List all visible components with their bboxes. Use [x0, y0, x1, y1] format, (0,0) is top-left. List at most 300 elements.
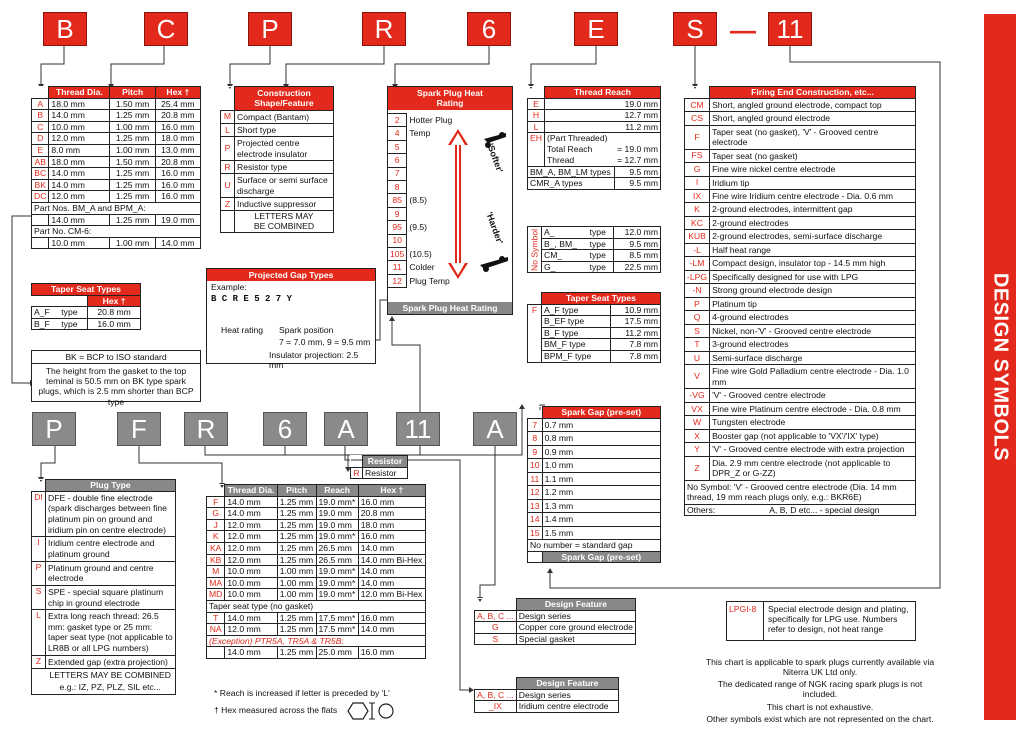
table-cell — [32, 295, 88, 307]
table-cell: U — [685, 351, 710, 364]
table-cell: 10 — [388, 234, 407, 247]
table-row — [32, 480, 176, 492]
code-letter-P-2: P — [32, 412, 76, 446]
table-cell: 1.50 mm — [110, 156, 155, 168]
table-cell — [614, 133, 660, 144]
table-cell: 16.0 mm — [358, 647, 425, 659]
table-row — [207, 577, 426, 589]
table-row — [685, 351, 916, 364]
table-row — [685, 416, 916, 429]
bk-note-text: The height from the gasket to the top teminal is 50.5 mm on BK type spark plugs, which is 2.5 mm shorter than BCP type — [38, 366, 194, 407]
table-cell — [528, 551, 543, 563]
plug-type-table — [31, 479, 176, 695]
table-row — [475, 610, 636, 622]
table-cell: 1.25 mm — [277, 542, 316, 554]
table-cell: Hotter Plug — [407, 114, 457, 127]
table-cell — [32, 480, 46, 492]
code-letter-R-2: R — [184, 412, 228, 446]
code-heat-6: 6 — [467, 12, 511, 46]
table-row — [528, 350, 661, 362]
table-row — [528, 459, 661, 473]
table-row — [528, 551, 661, 563]
code-letter-S: S — [673, 12, 717, 46]
code-letter-A-3: A — [473, 412, 517, 446]
table-row — [32, 561, 176, 585]
table-cell: Taper seat (no gasket), 'V' - Grooved centre electrode — [710, 125, 916, 149]
table-cell: 14.0 mm — [225, 496, 277, 508]
table-row — [685, 284, 916, 297]
table-row — [528, 540, 661, 552]
table-cell: Tungsten electrode — [710, 416, 916, 429]
table-cell: LETTERS MAY BE COMBINED — [235, 211, 334, 233]
no-symbol-table — [527, 226, 661, 273]
table-header-cell: Resistor — [363, 456, 408, 468]
table-cell: (8.5) — [407, 194, 457, 207]
bk-note — [31, 350, 201, 407]
table-cell: 105 — [388, 247, 407, 260]
table-cell: M — [221, 110, 235, 123]
table-cell: 14.0 mm — [358, 577, 425, 589]
table-cell: 14.0 mm — [49, 214, 110, 226]
table-cell — [221, 87, 235, 111]
table-row — [685, 216, 916, 229]
table-cell: Temp — [407, 127, 457, 140]
table-cell: 16.0 mm — [88, 318, 141, 330]
table-cell: Iridium tip — [710, 176, 916, 189]
table-cell: 2-ground electrodes, intermittent gap — [710, 203, 916, 216]
table-cell: Copper core ground electrode — [516, 622, 635, 634]
table-row — [685, 98, 916, 111]
table-row — [528, 178, 661, 190]
table-cell: Nickel, non-'V' - Grooved centre electrode — [710, 324, 916, 337]
code-letter-R: R — [362, 12, 406, 46]
table-cell: Resistor — [363, 467, 408, 479]
table-cell: 17.5 mm — [610, 316, 660, 328]
table-cell: 16.0 mm — [155, 168, 200, 180]
table-row — [32, 307, 141, 319]
table-cell: 'V' - Grooved centre electrode — [710, 389, 916, 402]
table-row — [475, 689, 619, 701]
table-cell: type — [59, 307, 87, 319]
table-row — [475, 633, 636, 645]
table-row — [32, 669, 176, 694]
table-cell: Plug Temp — [407, 274, 457, 287]
table-row — [528, 293, 661, 305]
table-cell: 14.0 mm — [358, 566, 425, 578]
table-cell: G — [685, 163, 710, 176]
table-row — [32, 191, 201, 203]
table-cell — [528, 407, 543, 419]
table-cell: 85 — [388, 194, 407, 207]
table-row — [221, 160, 334, 173]
table-row — [528, 133, 661, 144]
table-row — [32, 87, 201, 99]
table-row — [221, 110, 334, 123]
table-row — [685, 243, 916, 256]
table-row — [32, 168, 201, 180]
table-cell: Fine wire Iridium centre electrode - Dia. 0.6 mm — [710, 189, 916, 202]
table-cell: 8 — [528, 432, 543, 446]
table-row — [207, 635, 426, 647]
table-cell: 1.5 mm — [542, 526, 660, 540]
table-cell: G — [475, 622, 517, 634]
table-row — [32, 226, 201, 238]
table-row — [221, 174, 334, 198]
table-cell: KC — [685, 216, 710, 229]
table-row — [685, 125, 916, 149]
table-row — [32, 318, 141, 330]
table-cell: type — [59, 318, 87, 330]
table-row — [32, 133, 201, 145]
table-cell: 10.9 mm — [610, 304, 660, 316]
table-cell: 1.25 mm — [277, 519, 316, 531]
table-row — [685, 87, 916, 99]
table-cell — [528, 227, 542, 273]
table-cell: I — [32, 537, 46, 561]
heat-rating-label: Heat rating — [221, 325, 264, 335]
disclaimer-line: This chart is applicable to spark plugs currently available via Niterra UK Ltd only. — [705, 657, 935, 678]
table-row — [685, 365, 916, 389]
table-cell: 9.5 mm — [613, 238, 660, 250]
table-row — [207, 647, 426, 659]
table-cell: 17.5 mm* — [316, 624, 358, 636]
table-cell: 25.0 mm — [316, 647, 358, 659]
table-cell: IX — [685, 189, 710, 202]
table-cell: 13.0 mm — [155, 144, 200, 156]
table-cell: 12.0 mm — [225, 542, 277, 554]
table-row — [351, 456, 408, 468]
table-header-cell: Taper Seat Types — [32, 284, 141, 296]
table-cell: BM_A, BM_LM types — [528, 166, 615, 178]
table-row — [685, 402, 916, 415]
table-cell: FS — [685, 149, 710, 162]
table-cell: 16.0 mm — [155, 121, 200, 133]
table-cell: Z — [32, 655, 46, 669]
table-cell: (10.5) — [407, 247, 457, 260]
table-cell: 19.0 mm* — [316, 577, 358, 589]
table-cell: A, B, C ... — [475, 610, 517, 622]
table-cell: type — [588, 227, 614, 239]
table-row — [528, 121, 661, 133]
table-cell: A_F type — [542, 304, 611, 316]
no-symbol-label: No Symbol — [529, 228, 540, 271]
table-cell: 16.0 mm — [155, 191, 200, 203]
table-cell: P — [221, 137, 235, 161]
table-cell: Special gasket — [516, 633, 635, 645]
table-cell: S — [32, 585, 46, 609]
table-row — [685, 324, 916, 337]
table-row — [685, 338, 916, 351]
table-cell: B_F — [32, 318, 60, 330]
table-cell: F — [207, 496, 225, 508]
hex-measure-icon — [342, 700, 398, 722]
table-cell: 1.25 mm — [277, 496, 316, 508]
table-row — [528, 144, 661, 155]
heat-rating-footer: Spark Plug Heat Rating — [388, 302, 512, 314]
spark-position-label: Spark position — [279, 325, 334, 335]
table-row — [528, 87, 661, 99]
table-row — [685, 311, 916, 324]
table-row — [685, 112, 916, 125]
projected-gap-box — [206, 268, 376, 371]
table-cell: 1.4 mm — [542, 513, 660, 527]
table-row — [207, 600, 426, 612]
others-value: A, B, D etc... - special design — [769, 504, 880, 515]
table-cell — [528, 293, 542, 305]
disclaimer-line: Other symbols exist which are not represented on the chart. — [706, 713, 934, 724]
table-row — [32, 98, 201, 110]
table-row — [475, 599, 636, 611]
table-row — [32, 202, 201, 214]
table-cell: 6 — [388, 154, 407, 167]
table-row — [221, 123, 334, 136]
table-cell: B_, BM_ — [542, 238, 588, 250]
taper-seat-table-2 — [527, 292, 661, 363]
table-cell: 8.5 mm — [613, 250, 660, 262]
table-cell: No number = standard gap — [528, 540, 661, 552]
table-cell: KA — [207, 542, 225, 554]
table-row — [528, 238, 661, 250]
table-cell: CS — [685, 112, 710, 125]
spark-gap-table — [527, 406, 661, 563]
table-row — [528, 472, 661, 486]
table-cell: MD — [207, 589, 225, 601]
table-cell: L — [528, 121, 545, 133]
table-cell: K — [207, 531, 225, 543]
table-cell: 1.25 mm — [277, 508, 316, 520]
table-cell: 16.0 mm — [358, 496, 425, 508]
table-row — [528, 526, 661, 540]
table-cell: BK — [32, 179, 49, 191]
table-header-cell: Hex † — [155, 87, 200, 99]
table-cell: 10.0 mm — [225, 577, 277, 589]
table-cell: Thread — [544, 155, 614, 166]
table-cell: 'V' - Grooved centre electrode with extra projection — [710, 443, 916, 456]
table-cell: 25.4 mm — [155, 98, 200, 110]
table-row — [32, 144, 201, 156]
table-row — [528, 327, 661, 339]
table-cell: Semi-surface discharge — [710, 351, 916, 364]
table-cell: 13 — [528, 499, 543, 513]
table-cell: 1.25 mm — [110, 168, 155, 180]
table-cell: Y — [685, 443, 710, 456]
table-cell: Q — [685, 311, 710, 324]
table-cell: 7.8 mm — [610, 339, 660, 351]
table-cell: BM_F type — [542, 339, 611, 351]
table-row — [528, 227, 661, 239]
table-cell: 11 — [388, 261, 407, 274]
table-cell: Fine wire Platinum centre electrode - Dia. 0.8 mm — [710, 402, 916, 415]
table-cell: 5 — [388, 140, 407, 153]
table-cell: 12.0 mm Bi-Hex — [358, 589, 425, 601]
table-row — [685, 480, 916, 504]
table-cell: type — [588, 250, 614, 262]
table-row — [221, 211, 334, 233]
side-title: DESIGN SYMBOLS — [989, 272, 1012, 462]
thread-reach-table — [527, 86, 661, 190]
table-cell: type — [588, 261, 614, 273]
projected-gap-code: B C R E 5 2 7 Y — [211, 294, 293, 305]
table-row — [528, 513, 661, 527]
projected-gap-title: Projected Gap Types — [207, 269, 375, 281]
table-cell: 1.0 mm — [542, 459, 660, 473]
table-cell: DI — [32, 491, 46, 537]
table-row — [207, 508, 426, 520]
table-row — [32, 214, 201, 226]
table-cell: 22.5 mm — [613, 261, 660, 273]
table-cell: 7 — [388, 167, 407, 180]
table-cell: -VG — [685, 389, 710, 402]
table-cell: Short, angled ground electrode, compact top — [710, 98, 916, 111]
table-cell: 19.0 mm — [316, 519, 358, 531]
table-cell: L — [221, 123, 235, 136]
table-cell: 14.0 mm — [225, 612, 277, 624]
table-row — [528, 499, 661, 513]
spark-position-values: 7 = 7.0 mm, 9 = 9.5 mm — [279, 337, 371, 347]
thread-table — [31, 86, 201, 249]
table-cell: CMR_A types — [528, 178, 615, 190]
table-cell: Z — [685, 456, 710, 480]
table-cell — [475, 678, 517, 690]
table-cell: 1.50 mm — [110, 98, 155, 110]
table-row — [207, 612, 426, 624]
table-header-cell: Design Feature — [516, 599, 635, 611]
table-cell: W — [685, 416, 710, 429]
table-cell: Iridium centre electrode and platinum ground — [46, 537, 176, 561]
table-row — [207, 566, 426, 578]
table-cell: 8 — [388, 180, 407, 193]
table-cell: VX — [685, 402, 710, 415]
table-cell: NA — [207, 624, 225, 636]
table-cell: Short, angled ground electrode — [710, 112, 916, 125]
table-cell: 1.25 mm — [110, 191, 155, 203]
table-cell: EH — [528, 133, 545, 166]
table-cell: 7.8 mm — [610, 350, 660, 362]
table-cell: 2-ground electrodes, semi-surface discharge — [710, 230, 916, 243]
disclaimer-line: This chart is not exhaustive. — [766, 701, 874, 712]
table-cell: 1.25 mm — [277, 612, 316, 624]
table-cell: 14.0 mm — [358, 542, 425, 554]
table-row — [685, 163, 916, 176]
table-cell: 0.7 mm — [542, 418, 660, 432]
table-cell: 1.25 mm — [277, 531, 316, 543]
hex-note: † Hex measured across the flats — [214, 705, 338, 715]
table-cell: Extended gap (extra projection) — [46, 655, 176, 669]
table-header-cell: Hex † — [88, 295, 141, 307]
table-cell: Booster gap (not applicable to 'VX'/'IX' type) — [710, 429, 916, 442]
table-cell: 10 — [528, 459, 543, 473]
lpg-note — [726, 601, 916, 641]
table-cell: 14.0 mm — [155, 237, 200, 249]
table-cell: Total Reach — [544, 144, 614, 155]
table-cell: Short type — [235, 123, 334, 136]
harder-label: 'Harder' — [484, 210, 506, 246]
table-cell: 1.25 mm — [110, 133, 155, 145]
table-cell: 19.0 mm — [316, 508, 358, 520]
table-cell: 14.0 mm — [358, 624, 425, 636]
table-row — [32, 537, 176, 561]
table-header-cell: Thread Dia. — [49, 87, 110, 99]
table-cell: 18.0 mm — [358, 519, 425, 531]
table-cell — [32, 87, 49, 99]
table-cell: 0.8 mm — [542, 432, 660, 446]
table-row — [32, 655, 176, 669]
table-cell: MA — [207, 577, 225, 589]
table-cell: 19.0 mm* — [316, 496, 358, 508]
table-header-cell: Construction Shape/Feature — [235, 87, 334, 111]
table-cell: 20.8 mm — [155, 110, 200, 122]
table-cell: A, B, C ... — [475, 689, 517, 701]
table-cell: Specifically designed for use with LPG — [710, 270, 916, 283]
table-row — [528, 304, 661, 316]
table-cell: KB — [207, 554, 225, 566]
table-cell: 0.9 mm — [542, 445, 660, 459]
disclaimer-line: The dedicated range of NGK racing spark plugs is not included. — [717, 679, 923, 700]
table-cell: 1.1 mm — [542, 472, 660, 486]
code-gap-11: 11 — [768, 12, 812, 46]
table-cell: 1.3 mm — [542, 499, 660, 513]
table-cell: M — [207, 566, 225, 578]
table-row — [351, 467, 408, 479]
table-cell: 12.0 mm — [49, 191, 110, 203]
table-row — [528, 339, 661, 351]
table-cell: 11 — [528, 472, 543, 486]
table-header-cell: Thread Reach — [544, 87, 660, 99]
table-cell: (Exception) PTR5A, TR5A & TR5B: — [207, 635, 426, 647]
table-cell: A_F — [32, 307, 60, 319]
table-cell: SPE - special square platinum chip in ground electrode — [46, 585, 176, 609]
table-row — [32, 610, 176, 656]
table-cell: Taper seat type (no gasket) — [207, 600, 426, 612]
table-cell: 9 — [388, 207, 407, 220]
table-cell: B — [32, 110, 49, 122]
table-cell: 12.0 mm — [225, 519, 277, 531]
table-cell: 18.0 mm — [49, 98, 110, 110]
table-row — [685, 176, 916, 189]
table-cell: R — [351, 467, 363, 479]
table-cell: 19.0 mm — [155, 214, 200, 226]
table-row — [528, 98, 661, 110]
table-row — [32, 179, 201, 191]
heat-rating-box — [387, 86, 513, 315]
code-letter-A-2: A — [324, 412, 368, 446]
table-cell — [207, 485, 225, 497]
code-letter-E: E — [574, 12, 618, 46]
table-cell: 26.5 mm — [316, 542, 358, 554]
disclaimer — [700, 657, 940, 724]
table-cell: K — [685, 203, 710, 216]
table-row — [207, 554, 426, 566]
table-row — [528, 407, 661, 419]
table-cell: A_ — [542, 227, 588, 239]
thread-table-2 — [206, 484, 426, 659]
design-feature-table-2 — [474, 677, 619, 713]
table-cell: 12.0 mm — [225, 554, 277, 566]
table-row — [32, 284, 141, 296]
table-cell: 19.0 mm* — [316, 531, 358, 543]
table-row — [528, 166, 661, 178]
table-header-cell: Pitch — [277, 485, 316, 497]
table-cell: 1.00 mm — [277, 589, 316, 601]
table-cell: 18.0 mm — [155, 133, 200, 145]
table-cell: type — [588, 238, 614, 250]
table-cell: 1.00 mm — [277, 577, 316, 589]
table-cell: T — [685, 338, 710, 351]
table-cell: 4-ground electrodes — [710, 311, 916, 324]
table-cell: C — [32, 121, 49, 133]
table-cell: E — [528, 98, 545, 110]
table-row — [32, 237, 201, 249]
